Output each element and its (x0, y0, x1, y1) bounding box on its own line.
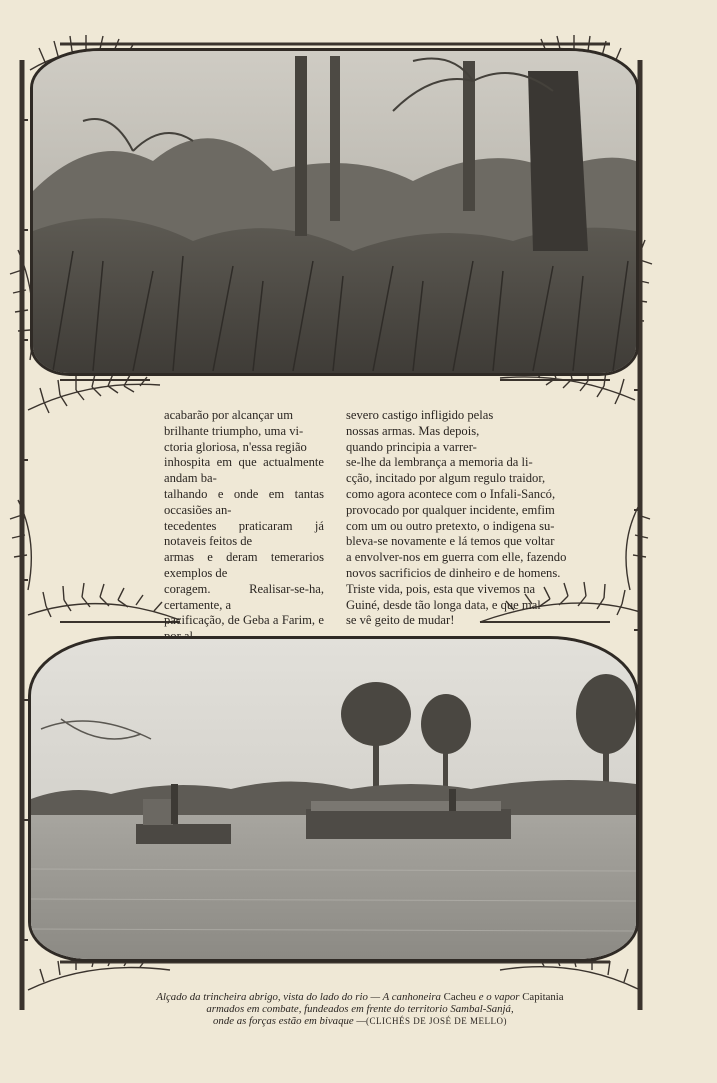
caption-part1: Alçado da trincheira abrigo, vista do lado do rio — A canhoneira (156, 991, 444, 1003)
photo-gunboat-river (28, 636, 639, 962)
caption-part4: onde as forças estão em bivaque — (213, 1015, 366, 1027)
caption-part2: e o vapor (476, 991, 523, 1003)
article-column-left: acabarão por alcançar um brilhante triumpho, uma vi- ctoria gloriosa, n'essa região inhospita em que actualmente andam ba- talhando e onde em tantas occasiões an- tecedentes praticaram já notaveis feitos de armas e deram temerarios exemplos de coragem. Realisar-se-ha, certamente, a pacificação, de Geba a Farim, e (164, 408, 324, 628)
photo-trench-shelter (30, 48, 639, 376)
caption-credit: (CLICHÉS DE JOSÉ DE MELLO) (365, 1016, 507, 1026)
article-column-right: severo castigo infligido pelas nossas armas. Mas depois, quando principia a varrer- se-lhe da lembrança a memoria da li- cção, incitado por algum regulo traidor, como agora acontece com o Infali-Sancó, provocado por qualquer incidente, emfim com um ou outro pretexto, o indigena su- bleva-se novamente e lá temos que voltar a envolver-nos em guerra com elle, fazendo novos sacrificios de dinheiro e de homens. Triste vida, pois, esta que vivemos na Guiné, desde tão longa data, e que mal se vê geito de mudar! (346, 408, 567, 628)
caption-part3: armados em combate, fundeados em frente do territorio Sambal-Sanjá, (206, 1003, 514, 1015)
caption-ship1: Cacheu (443, 991, 477, 1003)
photo-caption (80, 991, 640, 1027)
caption-ship2: Capitania (522, 991, 564, 1003)
